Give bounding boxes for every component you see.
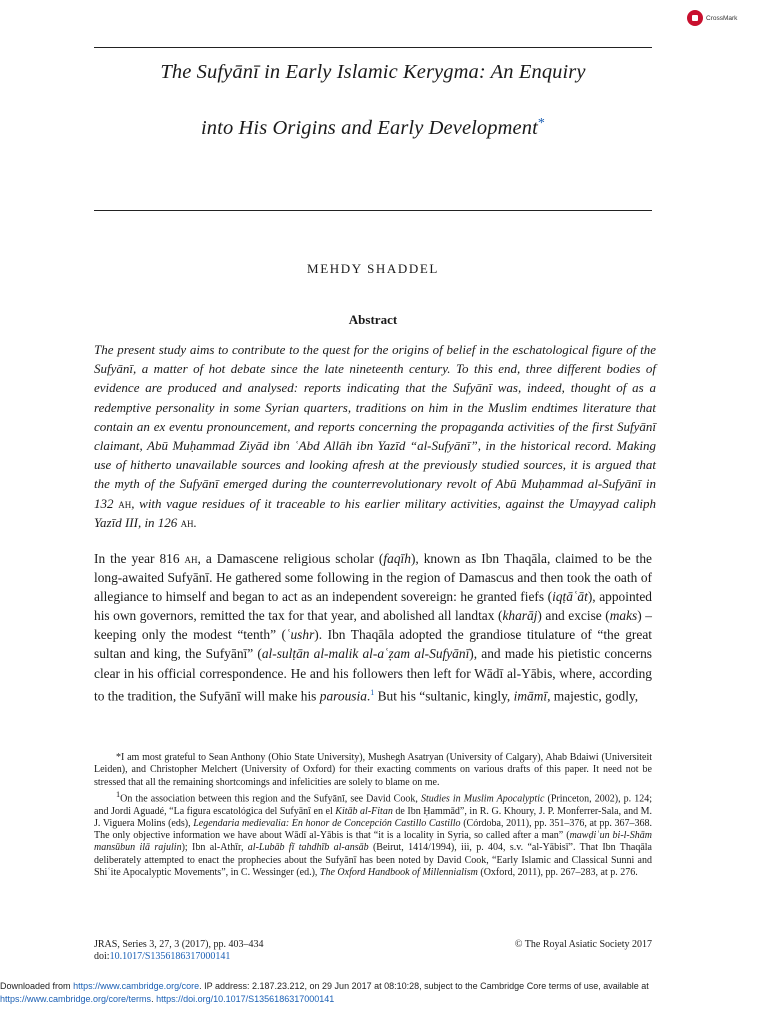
- term-iqtaat: iqṭāʿāt: [552, 589, 588, 605]
- footnote-1-number: 1: [116, 789, 121, 799]
- journal-series: JRAS, Series 3, 27, 3 (2017), pp. 403–434: [94, 939, 264, 950]
- cambridge-core-link[interactable]: https://www.cambridge.org/core: [73, 981, 200, 991]
- journal-info: [94, 939, 263, 964]
- journal-doi: doi:10.1017/S1356186317000141: [94, 951, 231, 963]
- footnote-1: $^1$On the association between this region and the Sufyānī, see David Cook, Studies in Muslim Apocalyptic (Princeton, 2002), p. 124; and Jordi Aguadé, “La figura escatológica del Sufyānī en el Kitāb al-Fitan de Ibn Ḥammād”, in R. G. Khoury, J. P. Monferrer-Sala, and M. J. Viguera Molins (eds), Legendaria medievalia: En honor de Concepción Castillo Castillo (Córdoba, 2011), pp. 351–376, at pp. 367–368. The only objective information we have about Wādī al-Yābis is that “it is a locality in Syria, so called after a man” (mawḍiʿun bi-l-Shām mansūbun ilā rajulin); Ibn al-Athīr, al-Lubāb fī tahdhīb al-ansāb (Beirut, 1414/1994), iii, p. 404, s.v. “al-Yābisī”. That Ibn Thaqāla deliberately attempted to enact the prophecies about the Sufyānī has been noted by David Cook, “Early Islamic and Classical Sunni and Shiʿite Apocalyptic Movements”, in C. Wessinger (ed.), The Oxford Handbook of Millennialism (Oxford, 2011), pp. 267–283, at p. 276.: [94, 789, 653, 878]
- abstract-text: The present study aims to contribute to the quest for the origins of belief in the eschatological figure of the Sufyānī, a matter of hot debate since the late nineteenth century. To this end, three different bodies of evidence are produced and analysed: reports indicating that the Sufyānī was, indeed, thought of as a redemptive personality in some Syrian quarters, traditions on him in the Muslim endtimes literature that contain an ex eventu pronouncement, and reports concerning the propaganda activities of the first Sufyānī claimant, Abū Muḥammad Ziyād ibn ʿAbd Allāh ibn Yazīd “al-Sufyānī”, in the historical record. Making use of hitherto unavailable sources and looking afresh at the previously studied sources, it is argued that the myth of the Sufyānī emerged during the counterrevolutionary revolt of Abū Muḥammad al-Sufyānī in 132 ah, with vague residues of it traceable to his earlier military activities, against the Umayyad caliph Yazīd III, in 126 ah.: [94, 342, 657, 530]
- term-faqih: faqīh: [383, 551, 411, 566]
- author-name: MEHDY SHADDEL: [307, 261, 439, 276]
- download-notice: Downloaded from https://www.cambridge.org/core. IP address: 2.187.23.212, on 29 Jun 2017 at 08:10:28, subject to the Cambridge Core terms of use, available at https://www.cambridge.org/core/terms. https://doi.org/10.1017/S1356186317000141: [0, 981, 649, 1004]
- terms-link[interactable]: https://www.cambridge.org/core/terms: [0, 993, 152, 1004]
- body-paragraph: In the year 816 ah, a Damascene religious scholar (faqīh), known as Ibn Thaqāla, claimed to be the long-awaited Sufyānī. He gathered some following in the region of Damascus and then took the oath of allegiance to himself and began to act as an independent sovereign: he granted fiefs (iqṭāʿāt), appointed his own governors, remitted the tax for that year, and abolished all landtax (kharāj) and excise (maks) – keeping only the modest “tenth” (ʿushr). Ibn Thaqāla adopted the grandiose titulature of “the great sultan and king, the Sufyānī” (al-sulṭān al-malik al-aʿẓam al-Sufyānī), and made his pietistic concerns clear in his official correspondence. He and his followers then left for Wādī al-Yābis, where, according to the tradition, the Sufyānī will make his parousia.$^1$ But his “sultanic, kingly, imāmī, majestic, godly,: [94, 551, 653, 704]
- era-abbreviation: ah: [184, 551, 198, 566]
- article-title-line-2: [94, 116, 652, 140]
- term-kharaj: kharāj: [502, 608, 538, 624]
- era-abbreviation: ah: [180, 514, 194, 530]
- term-maks: maks: [609, 608, 638, 624]
- crossmark-label: CrossMark: [706, 14, 738, 22]
- article-title-text: into His Origins and Early Development: [201, 117, 538, 139]
- doi-link[interactable]: 10.1017/S1356186317000141: [109, 951, 231, 963]
- crossmark-badge[interactable]: [687, 10, 737, 26]
- term-imami: imāmī: [513, 688, 548, 704]
- term-parousia: parousia: [319, 688, 367, 704]
- copyright-notice: © The Royal Asiatic Society 2017: [514, 939, 652, 950]
- era-abbreviation: ah: [118, 495, 132, 511]
- title-footnote-marker[interactable]: *: [537, 116, 545, 131]
- article-title-line-1: The Sufyānī in Early Islamic Kerygma: An Enquiry: [160, 61, 586, 83]
- doi-url-link[interactable]: https://doi.org/10.1017/S1356186317000141: [156, 993, 335, 1004]
- footnote-ref-1[interactable]: 1: [370, 687, 375, 697]
- footnotes: [94, 752, 652, 879]
- title-top-rule: [94, 47, 652, 48]
- crossmark-icon: [687, 10, 703, 26]
- footnote-acknowledgements: *I am most grateful to Sean Anthony (Ohio State University), Mushegh Asatryan (University of Calgary), Ahab Bdaiwi (Universiteit Leiden), and Christopher Melchert (University of Oxford) for their exacting comments on various drafts of this paper. It need not be stressed that all the remaining shortcomings and infelicities are solely to blame on me.: [94, 752, 652, 788]
- term-ushr: ʿushr: [286, 627, 315, 643]
- title-bottom-rule: [94, 210, 652, 211]
- abstract-heading: Abstract: [348, 312, 398, 327]
- term-sultan-title: al-sulṭān al-malik al-aʿẓam al-Sufyānī: [261, 646, 470, 662]
